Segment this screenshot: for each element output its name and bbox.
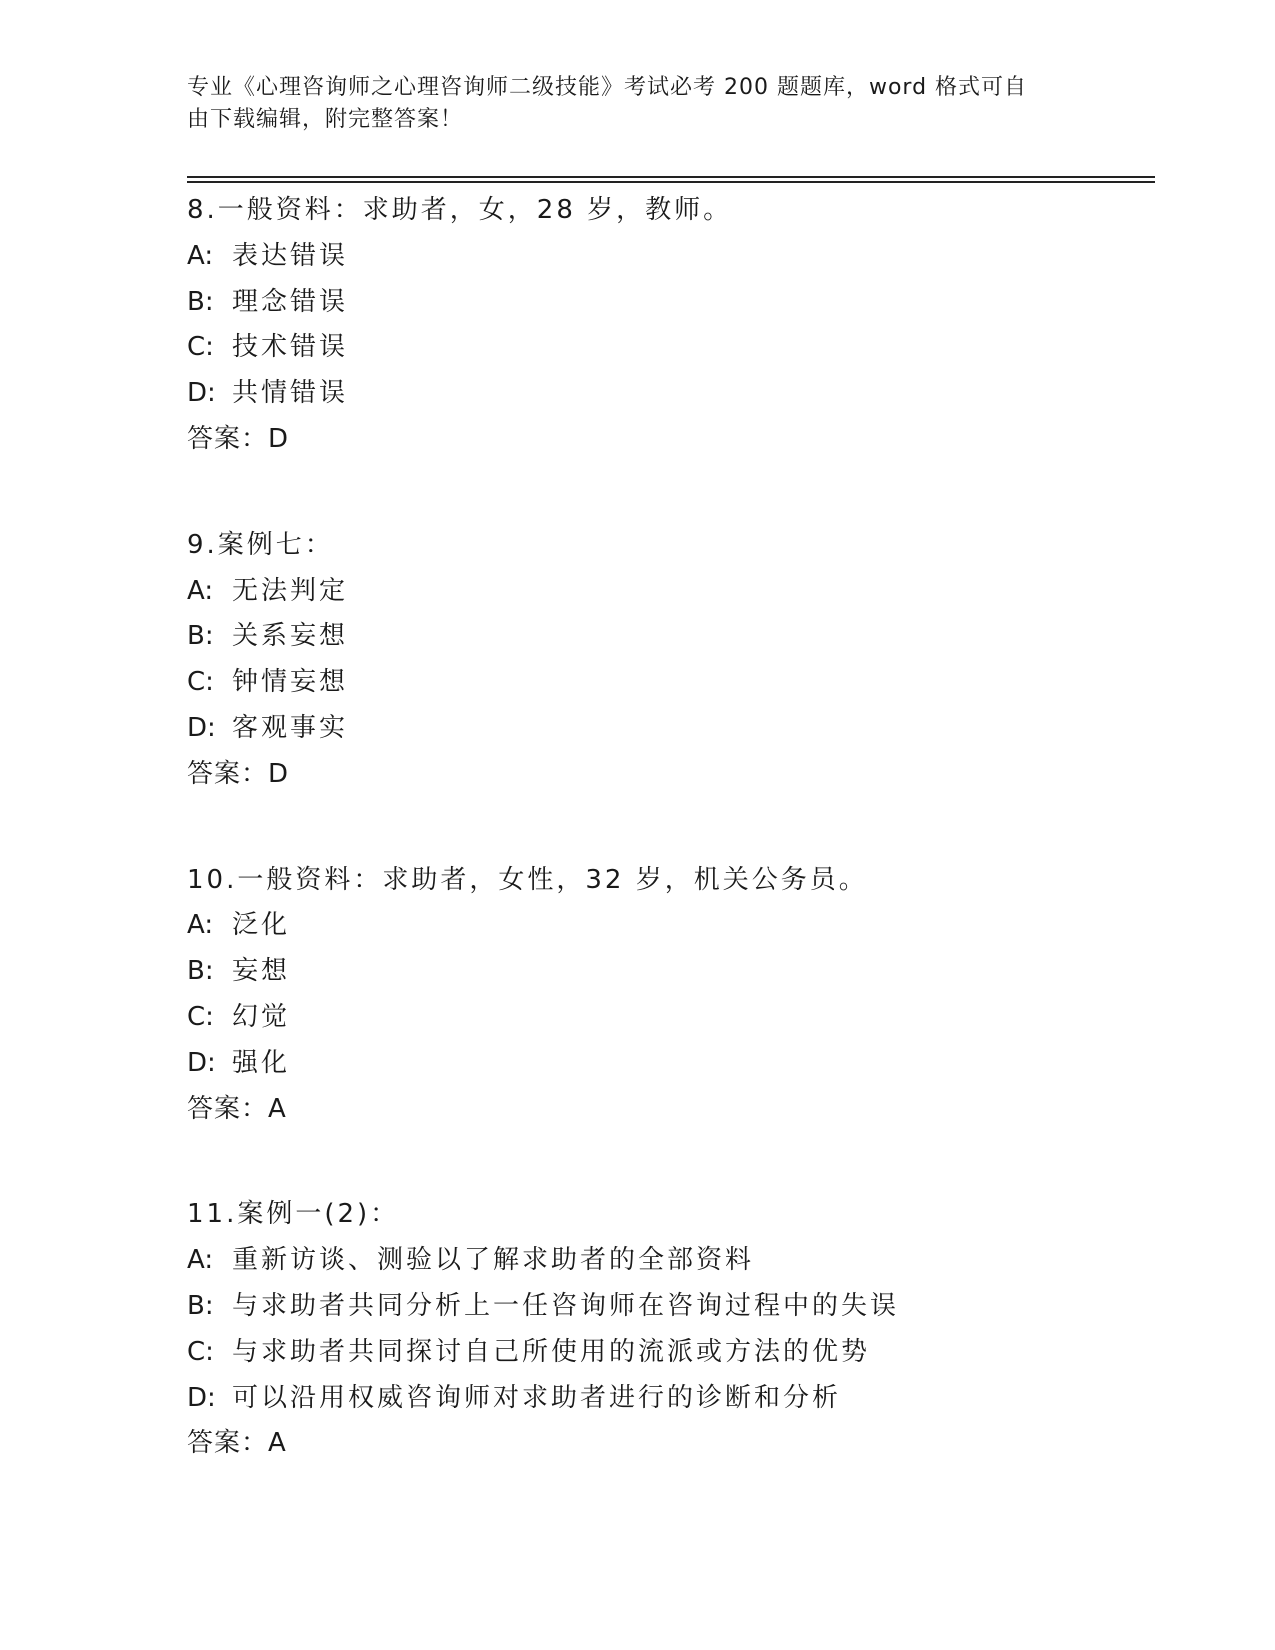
- option-c: [187, 660, 1167, 706]
- option-c: [187, 1330, 1167, 1376]
- option-text: 表达错误: [232, 240, 349, 271]
- question-stem: 11.案例一(2)：: [187, 1199, 400, 1230]
- option-b: [187, 280, 1167, 326]
- answer-line: 答案：A: [187, 1093, 287, 1124]
- option-b: [187, 949, 1167, 995]
- option-text: 与求助者共同分析上一任咨询师在咨询过程中的失误: [232, 1290, 900, 1321]
- option-d: [187, 706, 1167, 752]
- option-c: [187, 325, 1167, 371]
- option-text: 幻觉: [232, 1001, 291, 1032]
- document-header: [187, 72, 1087, 136]
- question-list: [187, 188, 1167, 1527]
- question-stem: 8.一般资料：求助者，女，28 岁，教师。: [187, 195, 733, 225]
- option-text: 客观事实: [232, 712, 349, 743]
- option-text: 泛化: [232, 910, 291, 941]
- question-8: [187, 188, 1167, 463]
- option-text: 无法判定: [232, 575, 349, 606]
- option-text: 钟情妄想: [232, 667, 349, 698]
- option-a: [187, 234, 1167, 280]
- option-key: A:: [187, 1245, 214, 1276]
- question-stem: 9.案例七：: [187, 529, 334, 560]
- answer-line: 答案：D: [187, 758, 290, 789]
- option-d: [187, 371, 1167, 417]
- option-key: C:: [187, 667, 214, 698]
- option-d: [187, 1376, 1167, 1422]
- option-text: 与求助者共同探讨自己所使用的流派或方法的优势: [232, 1336, 871, 1367]
- option-a: [187, 569, 1167, 615]
- option-c: [187, 995, 1167, 1041]
- header-line-1: 专业《心理咨询师之心理咨询师二级技能》考试必考 200 题题库，word 格式可自: [187, 75, 1028, 100]
- option-key: D:: [187, 1382, 216, 1413]
- option-text: 技术错误: [232, 332, 349, 363]
- option-key: B:: [187, 1290, 214, 1321]
- option-key: C:: [187, 332, 214, 363]
- question-11: [187, 1192, 1167, 1467]
- option-key: A:: [187, 240, 214, 271]
- option-a: [187, 903, 1167, 949]
- header-rule-top: [187, 176, 1155, 178]
- option-key: C:: [187, 1336, 214, 1367]
- question-stem: 10.一般资料：求助者，女性，32 岁，机关公务员。: [187, 864, 868, 895]
- option-key: C:: [187, 1001, 214, 1032]
- question-9: [187, 523, 1167, 798]
- option-text: 可以沿用权威咨询师对求助者进行的诊断和分析: [232, 1382, 842, 1413]
- option-key: A:: [187, 575, 214, 606]
- option-key: B:: [187, 621, 214, 652]
- option-text: 重新访谈、测验以了解求助者的全部资料: [232, 1245, 755, 1276]
- answer-line: 答案：D: [187, 423, 290, 454]
- option-text: 妄想: [232, 956, 291, 987]
- option-text: 理念错误: [232, 286, 349, 317]
- option-text: 强化: [232, 1047, 291, 1078]
- option-key: B:: [187, 956, 214, 987]
- option-a: [187, 1238, 1167, 1284]
- option-text: 共情错误: [232, 378, 349, 409]
- option-key: D:: [187, 378, 216, 409]
- option-key: D:: [187, 712, 216, 743]
- option-d: [187, 1041, 1167, 1087]
- header-line-2: 由下载编辑，附完整答案！: [187, 107, 464, 132]
- answer-line: 答案：A: [187, 1428, 287, 1459]
- question-10: [187, 858, 1167, 1133]
- option-key: A:: [187, 910, 214, 941]
- option-key: B:: [187, 286, 214, 317]
- option-key: D:: [187, 1047, 216, 1078]
- option-b: [187, 614, 1167, 660]
- option-b: [187, 1284, 1167, 1330]
- option-text: 关系妄想: [232, 621, 349, 652]
- header-rule-bottom: [187, 181, 1155, 183]
